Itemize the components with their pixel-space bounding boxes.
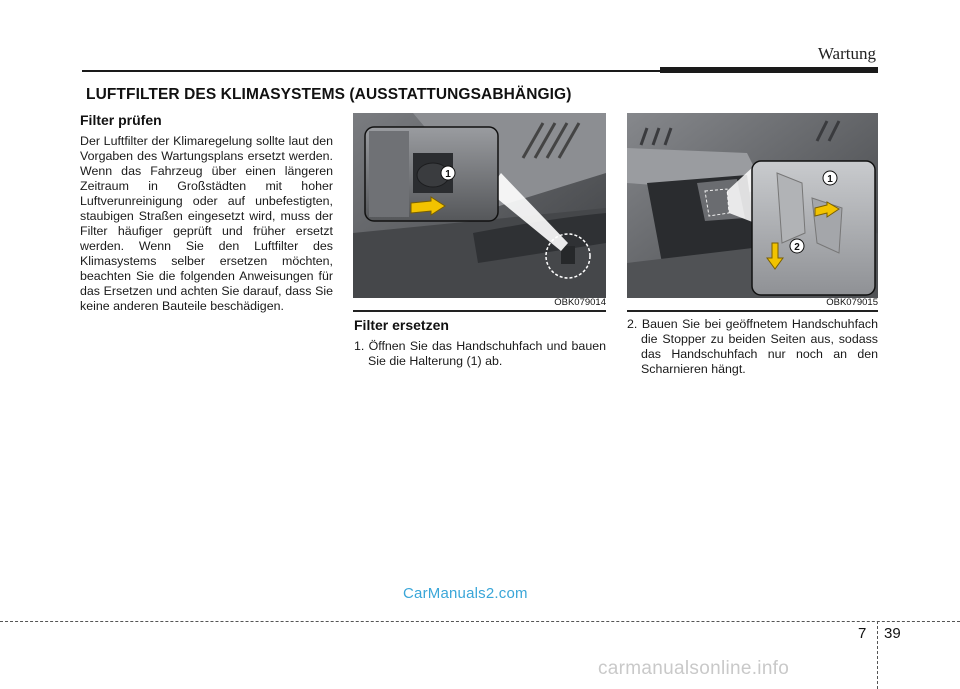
filter-check-section: [80, 112, 333, 314]
footer-dashed-divider: [877, 621, 878, 689]
footer-dashed-rule: [0, 621, 960, 622]
figure-glovebox-stoppers: [627, 113, 878, 298]
figure-code: OBK079014: [554, 297, 606, 308]
figure-glovebox-bracket: [353, 113, 606, 298]
section-name: Wartung: [817, 44, 876, 63]
callout-1: 1: [445, 169, 451, 180]
step-2: 2. Bauen Sie bei geöffnetem Handschuhfach die Stopper zu beiden Seiten aus, sodass das Handschuhfach nur noch an den Scharnieren hängt.: [627, 317, 878, 376]
header-rule: [82, 70, 660, 72]
glovebox-stoppers-illustration: [627, 113, 878, 298]
watermark-footer: carmanualsonline.info: [598, 658, 790, 679]
chapter-number: 7: [858, 625, 867, 642]
page-number: 39: [884, 625, 901, 642]
page-title: LUFTFILTER DES KLIMASYSTEMS (AUSSTATTUNGSABHÄNGIG): [86, 86, 572, 103]
watermark-link[interactable]: CarManuals2.com: [403, 585, 528, 602]
filter-replace-section: [354, 317, 606, 369]
filter-check-heading: Filter prüfen: [80, 112, 162, 128]
header-rule-thick: [660, 67, 878, 73]
step-1: 1. Öffnen Sie das Handschuhfach und bauen Sie die Halterung (1) ab.: [354, 339, 606, 368]
filter-replace-continued: [627, 317, 878, 377]
glovebox-bracket-illustration: [353, 113, 606, 298]
filter-check-body: Der Luftfilter der Klimaregelung sollte laut den Vorgaben des Wartungsplans ersetzt werden. Wenn das Fahrzeug über einen längeren Zeitraum in Großstädten mit hoher Luftverunreinigung oder auf unbefestigten, staubigen Straßen eingesetzt wird, muss der Filter häufiger geprüft und früher ersetzt werden. Wenn Sie den Luftfilter des Klimasystems selber ersetzen möchten, beachten Sie die folgenden Anweisungen für das Ersetzen und achten Sie darauf, dass Sie keine anderen Bauteile beschädigen.: [80, 134, 333, 313]
figure-underline: [353, 310, 606, 312]
callout-2: 2: [794, 242, 800, 253]
filter-replace-heading: Filter ersetzen: [354, 317, 449, 333]
callout-1: 1: [827, 174, 833, 185]
figure-code: OBK079015: [826, 297, 878, 308]
figure-underline: [627, 310, 878, 312]
